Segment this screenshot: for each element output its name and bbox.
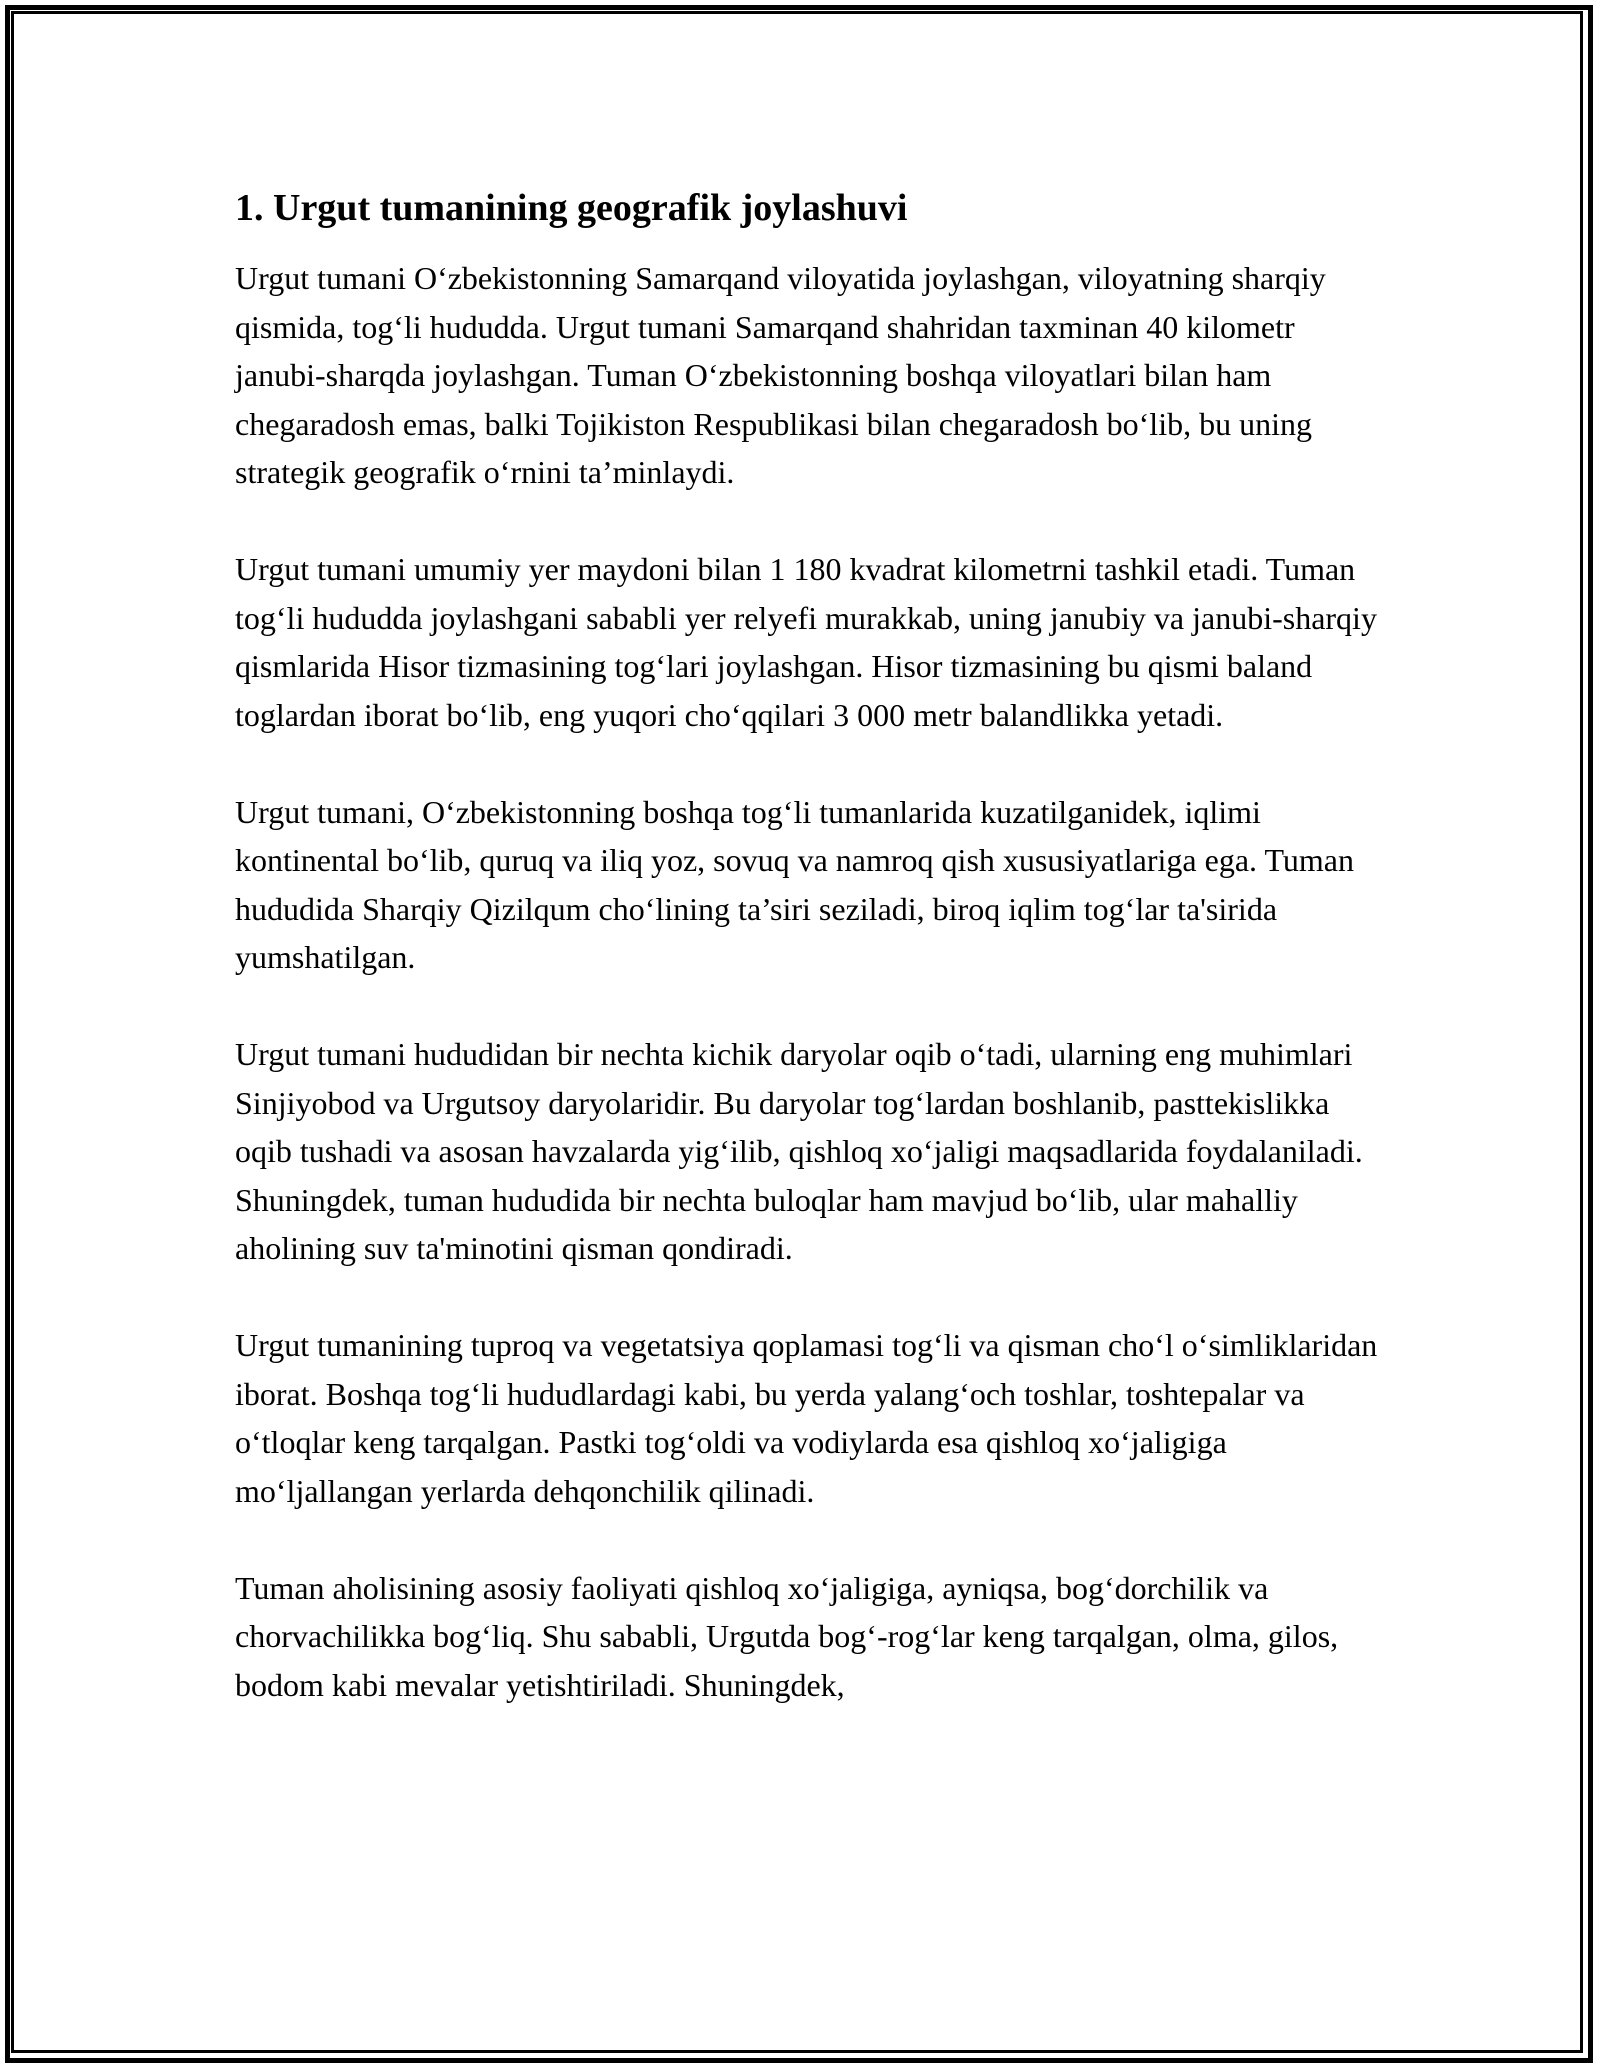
section-heading: 1. Urgut tumanining geografik joylashuvi <box>235 187 908 229</box>
paragraph-rivers: Urgut tumani hududidan bir nechta kichik daryolar oqib o‘tadi, ularning eng muhimlari Sinjiyobod va Urgutsoy daryolaridir. Bu daryolar tog‘lardan boshlanib, pasttekislikka oqib tushadi va asosan havzalarda yig‘ilib, qishloq xo‘jaligi maqsadlarida foydalaniladi. Shuningdek, tuman hududida bir nechta buloqlar ham mavjud bo‘lib, ular mahalliy aholining suv ta'minotini qisman qondiradi. <box>235 1036 1363 1266</box>
paragraph-soil-vegetation: Urgut tumanining tuproq va vegetatsiya qoplamasi tog‘li va qisman cho‘l o‘simliklaridan iborat. Boshqa tog‘li hududlardagi kabi, bu yerda yalang‘och toshlar, toshtepalar va o‘tloqlar keng tarqalgan. Pastki tog‘oldi va vodiylarda esa qishloq xo‘jaligiga mo‘ljallangan yerlarda dehqonchilik qilinadi. <box>235 1327 1378 1509</box>
document-body <box>235 184 1385 1758</box>
paragraph-economy: Tuman aholisining asosiy faoliyati qishloq xo‘jaligiga, ayniqsa, bog‘dorchilik va chorvachilikka bog‘liq. Shu sababli, Urgutda bog‘-rog‘lar keng tarqalgan, olma, gilos, bodom kabi mevalar yetishtiriladi. Shuningdek, <box>235 1569 1339 1703</box>
paragraph-climate: Urgut tumani, O‘zbekistonning boshqa tog‘li tumanlarida kuzatilganidek, iqlimi kontinental bo‘lib, quruq va iliq yoz, sovuq va namroq qish xususiyatlariga ega. Tuman hududida Sharqiy Qizilqum cho‘lining ta’siri seziladi, biroq iqlim tog‘lar ta'sirida yumshatilgan. <box>235 793 1354 975</box>
paragraph-location: Urgut tumani O‘zbekistonning Samarqand viloyatida joylashgan, viloyatning sharqiy qismida, tog‘li hududda. Urgut tumani Samarqand shahridan taxminan 40 kilometr janubi-sharqda joylashgan. Tuman O‘zbekistonning boshqa viloyatlari bilan ham chegaradosh emas, balki Tojikiston Respublikasi bilan chegaradosh bo‘lib, bu uning strategik geografik o‘rnini ta’minlaydi. <box>235 260 1326 490</box>
paragraph-area-relief: Urgut tumani umumiy yer maydoni bilan 1 180 kvadrat kilometrni tashkil etadi. Tuman tog‘li hududda joylashgani sababli yer relyefi murakkab, uning janubiy va janubi-sharqiy qismlarida Hisor tizmasining tog‘lari joylashgan. Hisor tizmasining bu qismi baland toglardan iborat bo‘lib, eng yuqori cho‘qqilari 3 000 metr balandlikka yetadi. <box>235 551 1377 733</box>
